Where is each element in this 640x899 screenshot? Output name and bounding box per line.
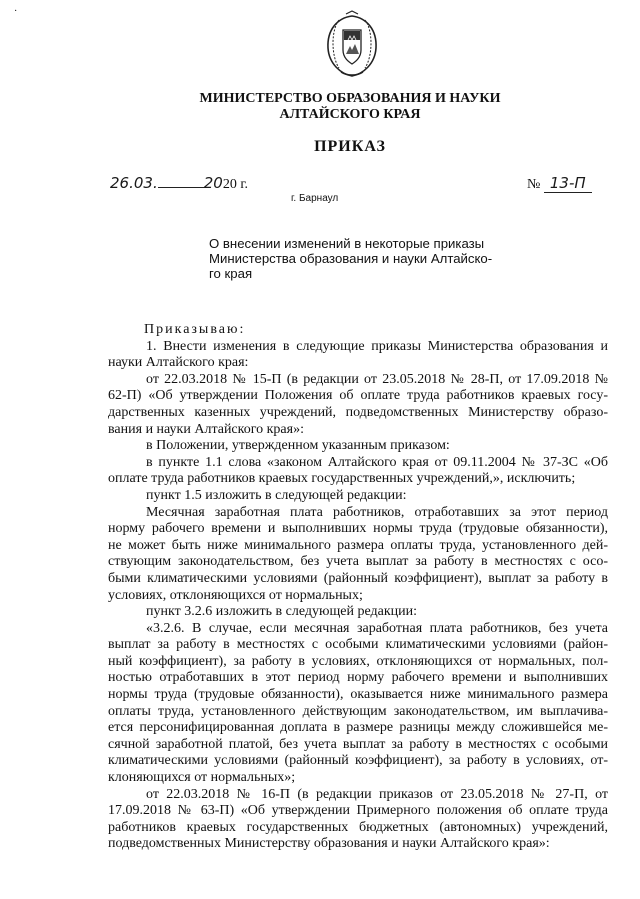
subject-line: го края <box>209 266 253 281</box>
body-line: 62-П) «Об утверждении Положения об оплате труда работников краевых госу- <box>108 388 608 404</box>
body-line: клоняющихся от нормальных»; <box>108 770 296 786</box>
ministry-name-line1: МИНИСТЕРСТВО ОБРАЗОВАНИЯ И НАУКИ <box>199 91 501 106</box>
body-line: выплат за работу в местностях с особыми климатическими условиями (район- <box>108 637 608 653</box>
body-line: быми климатическими условиями (районный коэффициент), выплат за работу в <box>108 570 608 586</box>
body-line: дарственных казенных учреждений, подведомственных Министерству образо- <box>108 404 608 420</box>
body-line: оплаты труда, установленного действующим законодательством, им выплачива- <box>108 703 608 719</box>
body-line: сячной заработной платой, без учета выплат за работу в местностях с особыми <box>108 736 608 752</box>
document-type-title: ПРИКАЗ <box>314 138 386 155</box>
body-line: пункт 1.5 изложить в следующей редакции: <box>146 487 407 503</box>
body-line: не может быть ниже минимального размера оплаты труда, установленного дей- <box>108 537 608 553</box>
scan-mark: · <box>14 6 18 17</box>
order-body <box>108 322 608 853</box>
coat-of-arms-icon <box>319 10 385 80</box>
order-subject <box>209 236 499 281</box>
body-line: климатическими условиями (районный коэффициент), за работу в условиях, от- <box>108 753 608 769</box>
body-line: ный коэффициент), за работу в условиях, отклоняющихся от нормальных, пол- <box>108 653 608 669</box>
body-line: 17.09.2018 № 63-П) «Об утверждении Примерного положения об оплате труда <box>108 803 608 819</box>
body-line: норму рабочего времени и выполнивших нормы труда (трудовые обязанности), <box>108 521 608 537</box>
body-line: от 22.03.2018 № 15-П (в редакции от 23.05.2018 № 28-П, от 17.09.2018 № <box>146 371 608 387</box>
handwritten-year: 20 <box>203 174 223 192</box>
body-line: ствующим законодательством, без учета выплат за работу в местностях с осо- <box>108 554 608 570</box>
date-blank-line <box>158 175 204 188</box>
body-line: от 22.03.2018 № 16-П (в редакции приказов от 23.05.2018 № 27-П, от <box>146 786 608 802</box>
handwritten-date: 26.03. <box>110 174 158 192</box>
body-line: в Положении, утвержденном указанным приказом: <box>146 438 450 454</box>
body-line: ностью отработавших в этот период норму рабочего времени и выполнивших <box>108 670 608 686</box>
city-name: г. Барнаул <box>291 193 339 204</box>
body-line: Месячная заработная плата работников, отработавших за этот период <box>146 504 608 520</box>
body-line: нормы труда (трудовые обязанности), оказывается ниже минимального размера <box>108 687 608 703</box>
handwritten-number: 13-П <box>544 174 592 193</box>
body-line: ется персонифицированная доплата в размере разницы между сложившейся ме- <box>108 720 608 736</box>
subject-line: О внесении изменений в некоторые приказы <box>209 236 485 251</box>
body-line: оплате труда работников краевых государственных учреждений,», исключить; <box>108 471 576 487</box>
body-line: работников краевых государственных бюджетных (автономных) учреждений, <box>108 819 608 835</box>
body-line: пункт 3.2.6 изложить в следующей редакции: <box>146 604 417 620</box>
ministry-name-line2: АЛТАЙСКОГО КРАЯ <box>279 107 421 122</box>
body-line: науки Алтайского края: <box>108 355 249 371</box>
order-date <box>110 174 248 193</box>
number-label: № <box>527 177 541 192</box>
order-word: Приказываю: <box>144 322 246 337</box>
body-line: подведомственных Министерству образования и науки Алтайского края»: <box>108 836 550 852</box>
body-line: «3.2.6. В случае, если месячная заработная плата работников, без учета <box>146 620 608 636</box>
printed-year: 20 г. <box>222 177 248 192</box>
body-line: вания и науки Алтайского края»: <box>108 421 304 437</box>
body-line: 1. Внести изменения в следующие приказы Министерства образования и <box>146 338 608 354</box>
body-line: в пункте 1.1 слова «законом Алтайского края от 09.11.2004 № 37-ЗС «Об <box>146 454 608 470</box>
subject-line: Министерства образования и науки Алтайско- <box>209 251 493 266</box>
order-number <box>527 174 592 193</box>
body-line: условиях, отклоняющихся от нормальных; <box>108 587 363 603</box>
